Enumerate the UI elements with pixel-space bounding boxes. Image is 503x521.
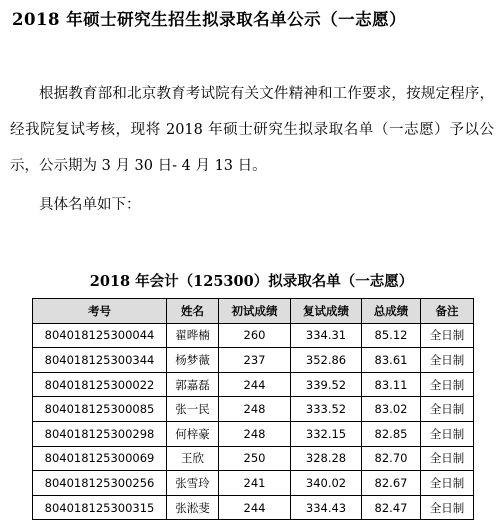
table-row (33, 495, 474, 520)
table-row (33, 348, 474, 373)
cell-exam-number: 804018125300344 (33, 348, 167, 373)
cell-retest-score: 334.31 (291, 323, 362, 348)
cell-total-score: 82.67 (362, 471, 421, 496)
table-row (33, 372, 474, 397)
cell-name: 张雪玲 (167, 471, 219, 496)
admission-table (32, 298, 474, 520)
table-row (33, 323, 474, 348)
cell-total-score: 82.47 (362, 495, 421, 520)
cell-exam-number: 804018125300022 (33, 372, 167, 397)
cell-remark: 全日制 (421, 446, 474, 471)
header-name: 姓名 (167, 299, 219, 324)
cell-retest-score: 332.15 (291, 421, 362, 446)
cell-retest-score: 333.52 (291, 397, 362, 422)
table-row (33, 446, 474, 471)
cell-remark: 全日制 (421, 323, 474, 348)
cell-exam-number: 804018125300069 (33, 446, 167, 471)
cell-retest-score: 340.02 (291, 471, 362, 496)
cell-initial-score: 248 (219, 397, 291, 422)
cell-exam-number: 804018125300256 (33, 471, 167, 496)
cell-initial-score: 241 (219, 471, 291, 496)
cell-exam-number: 804018125300315 (33, 495, 167, 520)
table-title: 2018 年会计（125300）拟录取名单（一志愿） (89, 273, 414, 290)
cell-remark: 全日制 (421, 348, 474, 373)
header-total-score: 总成绩 (362, 299, 421, 324)
table-header-row (33, 299, 474, 324)
cell-retest-score: 334.43 (291, 495, 362, 520)
cell-total-score: 82.70 (362, 446, 421, 471)
cell-name: 翟晔楠 (167, 323, 219, 348)
cell-name: 何梓豪 (167, 421, 219, 446)
page-title: 2018 年硕士研究生招生拟录取名单公示（一志愿） (12, 10, 407, 29)
table-row (33, 471, 474, 496)
list-intro: 具体名单如下： (39, 197, 141, 213)
intro-paragraph: 根据教育部和北京教育考试院有关文件精神和工作要求，按规定程序，经我院复试考核，现将 2018 年硕士研究生拟录取名单（一志愿）予以公示，公示期为 3 月 30 日- 4 月 13 日。 (10, 86, 494, 174)
cell-exam-number: 804018125300298 (33, 421, 167, 446)
cell-initial-score: 244 (219, 372, 291, 397)
table-row (33, 397, 474, 422)
cell-total-score: 82.85 (362, 421, 421, 446)
cell-name: 张一民 (167, 397, 219, 422)
header-exam-number: 考号 (33, 299, 167, 324)
table-row (33, 421, 474, 446)
cell-name: 王欣 (167, 446, 219, 471)
header-remark: 备注 (421, 299, 474, 324)
cell-name: 杨梦薇 (167, 348, 219, 373)
cell-retest-score: 339.52 (291, 372, 362, 397)
cell-total-score: 83.02 (362, 397, 421, 422)
cell-remark: 全日制 (421, 397, 474, 422)
cell-remark: 全日制 (421, 471, 474, 496)
cell-name: 郭嘉磊 (167, 372, 219, 397)
cell-initial-score: 237 (219, 348, 291, 373)
cell-remark: 全日制 (421, 372, 474, 397)
cell-initial-score: 244 (219, 495, 291, 520)
cell-exam-number: 804018125300085 (33, 397, 167, 422)
cell-remark: 全日制 (421, 421, 474, 446)
cell-retest-score: 352.86 (291, 348, 362, 373)
cell-remark: 全日制 (421, 495, 474, 520)
header-retest-score: 复试成绩 (291, 299, 362, 324)
cell-exam-number: 804018125300044 (33, 323, 167, 348)
cell-total-score: 83.11 (362, 372, 421, 397)
cell-initial-score: 260 (219, 323, 291, 348)
cell-total-score: 83.61 (362, 348, 421, 373)
header-initial-score: 初试成绩 (219, 299, 291, 324)
cell-total-score: 85.12 (362, 323, 421, 348)
cell-retest-score: 328.28 (291, 446, 362, 471)
cell-name: 张淞斐 (167, 495, 219, 520)
cell-initial-score: 250 (219, 446, 291, 471)
cell-initial-score: 248 (219, 421, 291, 446)
